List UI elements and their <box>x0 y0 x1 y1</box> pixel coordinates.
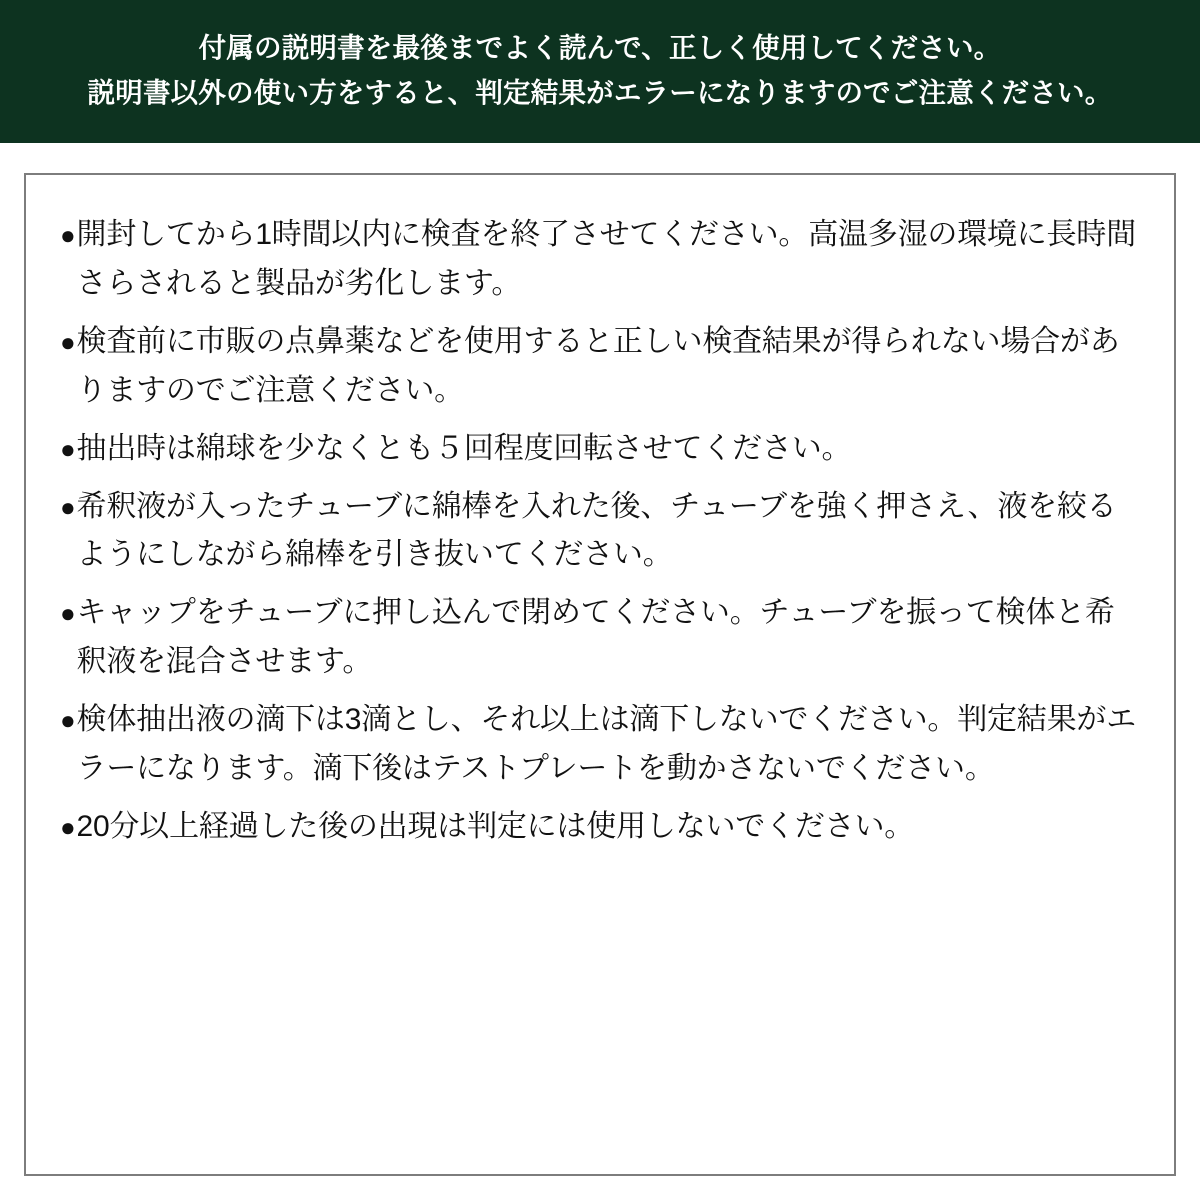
notes-list <box>60 211 1140 852</box>
list-item-text: 検体抽出液の滴下は3滴とし、それ以上は滴下しないでください。判定結果がエラーになります。滴下後はテストプレートを動かさないでください。 <box>76 703 1136 785</box>
banner-line-2: 説明書以外の使い方をすると、判定結果がエラーになりますのでご注意ください。 <box>87 76 1113 108</box>
bullet-icon: ● <box>60 433 76 464</box>
bullet-icon: ● <box>60 491 76 522</box>
banner-line-1: 付属の説明書を最後までよく読んで、正しく使用してください。 <box>198 32 1002 63</box>
bullet-icon: ● <box>60 220 76 251</box>
list-item-text: 20分以上経過した後の出現は判定には使用しないでください。 <box>76 809 915 843</box>
list-item <box>60 425 1140 474</box>
list-item <box>60 803 1140 852</box>
list-item-text: キャップをチューブに押し込んで閉めてください。チューブを振って検体と希釈液を混合させます。 <box>76 596 1115 679</box>
bullet-icon: ● <box>60 705 76 736</box>
bullet-icon: ● <box>60 326 76 357</box>
bullet-icon: ● <box>60 811 76 842</box>
list-item <box>60 318 1140 416</box>
list-item-text: 抽出時は綿球を少なくとも５回程度回転させてください。 <box>76 431 852 465</box>
list-item-text: 検査前に市販の点鼻薬などを使用すると正しい検査結果が得られない場合がありますのでご注意ください。 <box>76 324 1120 407</box>
list-item <box>60 211 1140 309</box>
list-item-text: 開封してから1時間以内に検査を終了させてください。高温多湿の環境に長時間さらされると製品が劣化します。 <box>76 218 1136 300</box>
list-item-text: 希釈液が入ったチューブに綿棒を入れた後、チューブを強く押さえ、液を絞るようにしながら綿棒を引き抜いてください。 <box>76 489 1117 572</box>
list-item <box>60 589 1140 687</box>
list-item <box>60 696 1140 794</box>
list-item <box>60 483 1140 581</box>
bullet-icon: ● <box>60 598 76 629</box>
notes-box <box>24 173 1176 1176</box>
notes-area <box>0 143 1200 1200</box>
warning-banner <box>0 0 1200 143</box>
